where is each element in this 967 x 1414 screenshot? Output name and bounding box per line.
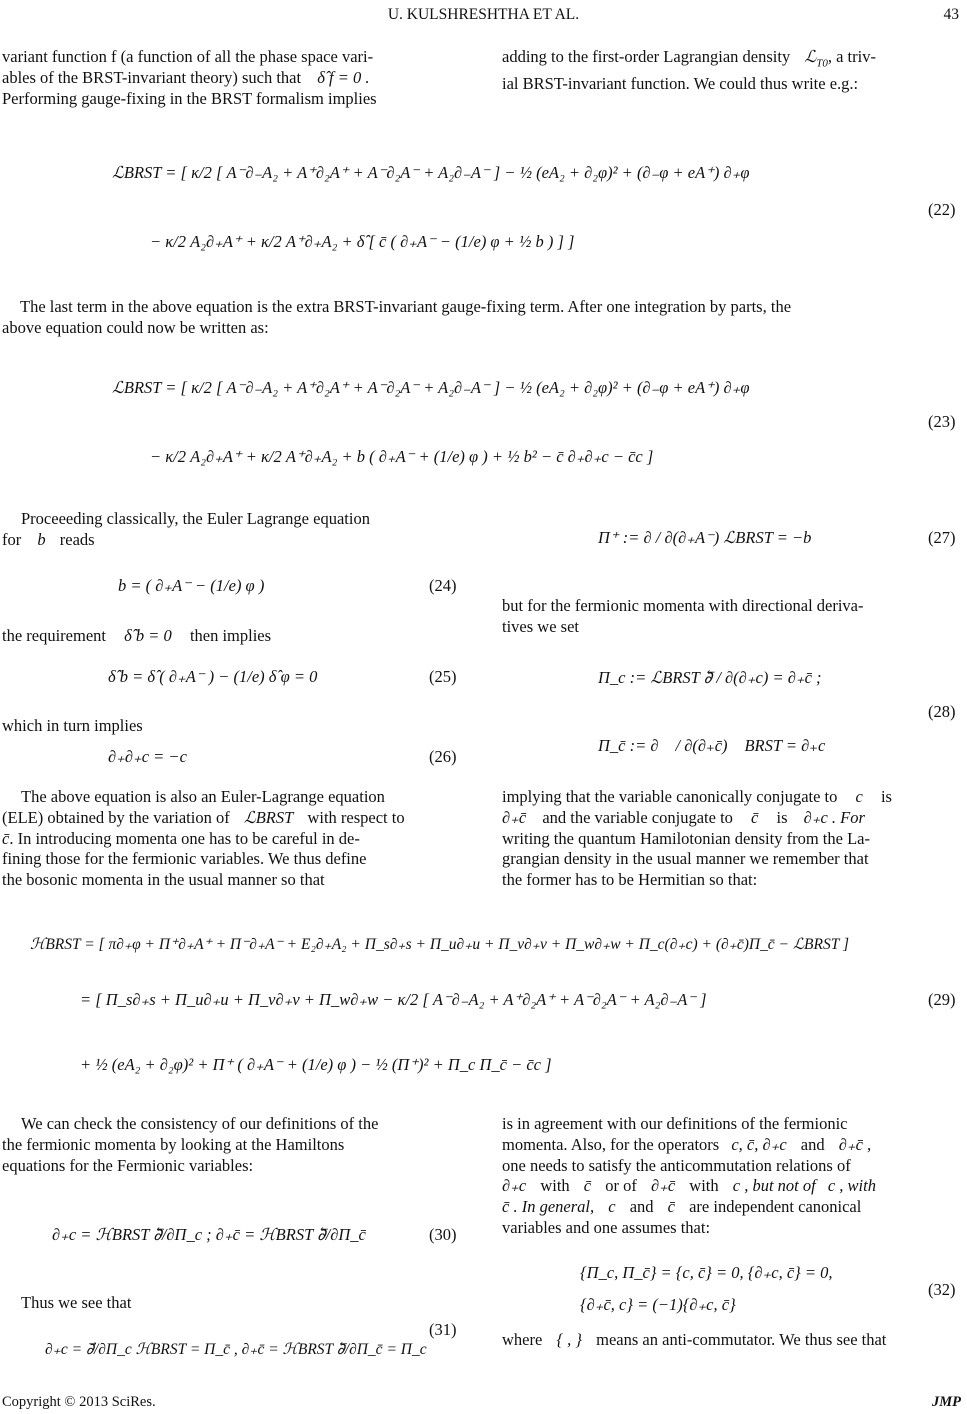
- paragraph-line: [2, 626, 462, 647]
- text-span: are independent canonical: [689, 1197, 862, 1217]
- right-bottom-text-2: [502, 1330, 964, 1351]
- running-head: U. KULSHRESHTHA ET AL.: [387, 6, 580, 23]
- text-span: is: [880, 787, 892, 806]
- equation-29-line2: = [ Π_s∂₊s + Π_u∂₊u + Π_v∂₊v + Π_w∂₊w − κ/2 [ A⁻∂₋A₂ + A⁺∂₂A⁺ + A⁻∂₂A⁻ + A₂∂₋A⁻ ]: [80, 990, 707, 1009]
- equation-number-28: (28): [928, 702, 956, 721]
- paragraph-line: but for the fermionic momenta with directional deriva-: [502, 596, 864, 615]
- text-span: , a triv-: [827, 47, 876, 66]
- paragraph-line: Proceeeding classically, the Euler Lagrange equation: [21, 509, 370, 528]
- equation-28a: Π_c := ℒBRST ∂⃖ / ∂(∂₊c) = ∂₊c̄ ;: [598, 668, 822, 687]
- text-span: and: [800, 1134, 825, 1154]
- equation-number-26: (26): [429, 747, 457, 766]
- paragraph-line: [2, 808, 462, 829]
- paragraph-line: [2, 530, 462, 551]
- text-span: means an anti-commutator. We thus see that: [596, 1330, 887, 1349]
- right-bottom-text: [502, 1114, 964, 1239]
- paragraph-line: Thus we see that: [21, 1293, 132, 1312]
- equation-number-22: (22): [928, 200, 956, 219]
- inline-math: ∂₊c̄: [502, 807, 527, 827]
- paragraph-line: the fermionic momenta by looking at the Hamiltons: [2, 1134, 345, 1154]
- inline-math: ℒBRST: [243, 807, 294, 827]
- equation-number-29: (29): [928, 990, 956, 1009]
- text-span: ables of the BRST-invariant theory) such that: [2, 67, 302, 87]
- inline-math: c: [855, 787, 863, 806]
- paragraph-line: [2, 829, 462, 850]
- text-span: . In introducing momenta one has to be careful in de-: [9, 828, 360, 848]
- paragraph-line: The above equation is also an Euler-Lagrange equation: [21, 787, 385, 806]
- paragraph-line: tives we set: [502, 616, 579, 636]
- equation-number-32: (32): [928, 1280, 956, 1299]
- left-mid-text-4: [2, 787, 462, 891]
- text-span: and: [629, 1197, 654, 1217]
- paragraph-line: [502, 47, 964, 74]
- left-bottom-text: [2, 1114, 462, 1176]
- equation-22-line2: − κ/2 A₂∂₊A⁺ + κ/2 A⁺∂₊A₂ + δ̂ [ c̄ ( ∂₊A⁻ − (1/e) φ + ½ b ) ] ]: [150, 232, 575, 251]
- inline-math: ℒ: [804, 47, 817, 66]
- text-span: adding to the first-order Lagrangian density: [502, 47, 791, 66]
- paragraph-line: [502, 1176, 964, 1197]
- equation-number-25: (25): [429, 667, 457, 686]
- paragraph-line: is in agreement with our definitions of the fermionic: [502, 1114, 848, 1133]
- copyright: Copyright © 2013 SciRes.: [2, 1394, 156, 1410]
- equation-24: b = ( ∂₊A⁻ − (1/e) φ ): [118, 576, 265, 595]
- equation-number-24: (24): [429, 576, 457, 595]
- text-span: momenta. Also, for the operators: [502, 1134, 720, 1154]
- equation-number-27: (27): [928, 528, 956, 547]
- left-bottom-text-2: [2, 1293, 462, 1314]
- paragraph-line: We can check the consistency of our definitions of the: [21, 1114, 379, 1133]
- paragraph-line: [2, 68, 462, 89]
- inline-math: c̄: [2, 828, 10, 848]
- paragraph-line: [502, 1197, 964, 1218]
- page-number: 43: [943, 6, 959, 23]
- text-span: and the variable conjugate to: [542, 807, 733, 827]
- inline-math: c̄: [751, 807, 759, 827]
- left-mid-text: [2, 509, 462, 551]
- paragraph-line: grangian density in the usual manner we remember that: [502, 849, 869, 869]
- equation-32a: {Π_c, Π_c̄} = {c, c̄} = 0, {∂₊c, c̄} = 0,: [580, 1263, 833, 1282]
- paragraph-line: the former has to be Hermitian so that:: [502, 870, 758, 890]
- inline-math: δ̂ f = 0 .: [317, 67, 370, 87]
- equation-32b: {∂₊c̄, c} = (−1){∂₊c, c̄}: [580, 1295, 736, 1314]
- equation-30: ∂₊c = ℋBRST ∂⃖/∂Π_c ; ∂₊c̄ = ℋBRST ∂⃖/∂Π_c̄: [52, 1225, 366, 1244]
- paragraph-line: [502, 787, 964, 808]
- text-span: reads: [59, 529, 95, 549]
- inline-math: c, c̄, ∂₊c: [731, 1134, 787, 1154]
- text-span: then implies: [189, 626, 272, 645]
- paragraph-line: [502, 1135, 964, 1156]
- left-top-text: [2, 47, 462, 109]
- equation-26: ∂₊∂₊c = −c: [108, 747, 187, 766]
- inline-math: c , with: [827, 1176, 876, 1196]
- text-span: for: [2, 529, 22, 549]
- paragraph-line: which in turn implies: [2, 716, 143, 735]
- inline-math: c , but not of: [732, 1176, 816, 1196]
- inline-math: ∂₊c . For: [803, 807, 865, 827]
- paragraph-line: equations for the Fermionic variables:: [2, 1155, 254, 1175]
- text-span: implying that the variable canonically conjugate to: [502, 787, 838, 806]
- equation-28b: Π_c̄ := ∂⃗ / ∂(∂₊c̄) ℒBRST = ∂₊c: [598, 736, 826, 755]
- inline-math: b: [37, 529, 46, 549]
- paragraph-line: fining those for the fermionic variables. We thus define: [2, 849, 367, 869]
- equation-23-line2: − κ/2 A₂∂₊A⁺ + κ/2 A⁺∂₊A₂ + b ( ∂₊A⁻ + (1/e) φ ) + ½ b² − c̄ ∂₊∂₊c − c̄c ]: [150, 447, 654, 466]
- text-span: (ELE) obtained by the variation of: [2, 807, 230, 827]
- text-span: with respect to: [307, 807, 405, 827]
- paragraph-line: above equation could now be written as:: [2, 317, 269, 337]
- intertext-22-23: [2, 297, 964, 339]
- journal-name: JMP: [932, 1394, 961, 1410]
- inline-math: c: [608, 1197, 616, 1217]
- text-span: with: [540, 1176, 570, 1196]
- text-span: with: [689, 1176, 719, 1196]
- right-top-text: [502, 47, 964, 95]
- text-span: is: [776, 807, 788, 827]
- left-mid-text-2: [2, 626, 462, 647]
- paragraph-line: Performing gauge-fixing in the BRST formalism implies: [2, 88, 377, 108]
- equation-29-line3: + ½ (eA₂ + ∂₂φ)² + Π⁺ ( ∂₊A⁻ + (1/e) φ ) − ½ (Π⁺)² + Π_c Π_c̄ − c̄c ]: [80, 1055, 552, 1074]
- paragraph-line: ial BRST-invariant function. We could thus write e.g.:: [502, 74, 859, 94]
- paragraph-line: [502, 1330, 964, 1351]
- equation-number-30: (30): [429, 1225, 457, 1244]
- inline-math: c̄: [667, 1197, 675, 1217]
- inline-math: ∂₊c̄ ,: [838, 1134, 872, 1154]
- equation-22-line1: ℒBRST = [ κ/2 [ A⁻∂₋A₂ + A⁺∂₂A⁺ + A⁻∂₂A⁻ + A₂∂₋A⁻ ] − ½ (eA₂ + ∂₂φ)² + (∂₋φ + eA⁺) ∂₊φ: [112, 163, 750, 182]
- right-mid-text: [502, 596, 964, 638]
- right-mid-text-2: [502, 787, 964, 891]
- text-span: the requirement: [2, 626, 106, 645]
- paragraph-line: one needs to satisfy the anticommutation relations of: [502, 1155, 851, 1175]
- paragraph-line: [502, 808, 964, 829]
- inline-math: { , }: [556, 1330, 583, 1349]
- equation-29-line1: ℋBRST = [ π∂₊φ + Π⁺∂₊A⁺ + Π⁻∂₊A⁻ + E₂∂₊A₂ + Π_s∂₊s + Π_u∂₊u + Π_v∂₊v + Π_w∂₊w + Π_c(∂₊c) + (∂₊c̄)Π_c̄ − ℒBRST ]: [30, 936, 849, 953]
- left-mid-text-3: [2, 716, 462, 737]
- equation-31: ∂₊c = ∂⃗/∂Π_c ℋBRST = Π_c̄ , ∂₊c̄ = ℋBRST ∂⃖/∂Π_c̄ = Π_c: [45, 1341, 427, 1358]
- equation-number-23: (23): [928, 412, 956, 431]
- paragraph-line: writing the quantum Hamilotonian density from the La-: [502, 828, 870, 848]
- paragraph-line: the bosonic momenta in the usual manner so that: [2, 870, 325, 890]
- inline-math-sub: T0: [816, 57, 828, 70]
- text-span: or of: [605, 1176, 637, 1196]
- inline-math: ∂₊c̄: [650, 1176, 676, 1196]
- equation-27: Π⁺ := ∂ / ∂(∂₊A⁻) ℒBRST = −b: [598, 528, 812, 547]
- equation-25: δ̂ b = δ̂ ( ∂₊A⁻ ) − (1/e) δ̂ φ = 0: [108, 667, 318, 686]
- inline-math: ∂₊c: [502, 1176, 527, 1196]
- paragraph-line: variant function f (a function of all the phase space vari-: [2, 47, 374, 66]
- equation-23-line1: ℒBRST = [ κ/2 [ A⁻∂₋A₂ + A⁺∂₂A⁺ + A⁻∂₂A⁻ + A₂∂₋A⁻ ] − ½ (eA₂ + ∂₂φ)² + (∂₋φ + eA⁺) ∂₊φ: [112, 378, 750, 397]
- inline-math: c̄: [583, 1176, 592, 1196]
- equation-number-31: (31): [429, 1320, 457, 1339]
- inline-math: δ̂ b = 0: [124, 626, 172, 645]
- inline-math: c̄ . In general,: [502, 1197, 595, 1217]
- paragraph-line: The last term in the above equation is the extra BRST-invariant gauge-fixing term. After one integration by parts, the: [20, 297, 792, 316]
- text-span: where: [502, 1330, 543, 1349]
- paragraph-line: variables and one assumes that:: [502, 1217, 711, 1237]
